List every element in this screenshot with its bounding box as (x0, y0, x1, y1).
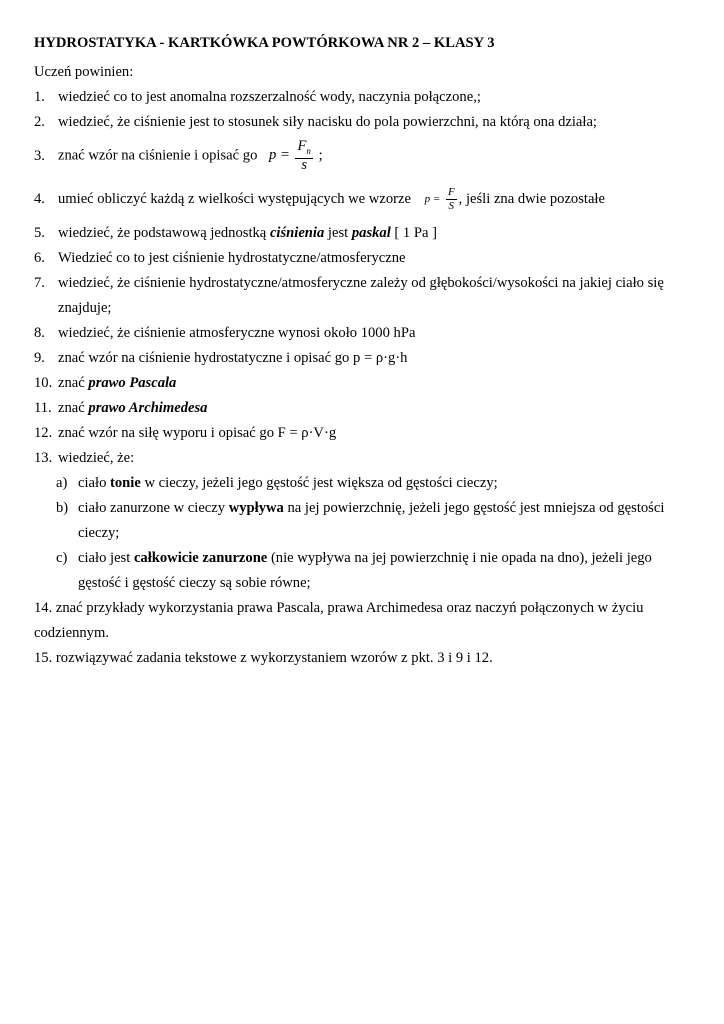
item-text: wiedzieć co to jest anomalna rozszerzalność wody, naczynia połączone,; (58, 89, 481, 105)
list-item (34, 181, 674, 217)
sub-item-label: c) (56, 550, 68, 566)
emphasis-text: prawo Pascala (88, 375, 177, 391)
item-text: jest (324, 225, 352, 241)
item-number: 1. (34, 89, 45, 105)
item-text: Wiedzieć co to jest ciśnienie hydrostatyczne/atmosferyczne (58, 250, 406, 266)
item-text: [ 1 Pa ] (390, 225, 437, 241)
item-number: 11. (34, 400, 52, 416)
item-text: wiedzieć, że podstawową jednostką (58, 225, 270, 241)
list-item (34, 324, 674, 342)
item-number: 8. (34, 325, 45, 341)
item-text: wiedzieć, że ciśnienie jest to stosunek siły nacisku do pola powierzchni, na którą ona działa; (58, 114, 597, 130)
emphasis-text: wypływa (228, 500, 284, 516)
intro-text: Uczeń powinien: (34, 64, 134, 80)
list-item (34, 349, 674, 367)
item-text: w cieczy, jeżeli jego gęstość jest większa od gęstości cieczy; (140, 475, 498, 491)
item-content (56, 374, 674, 392)
item-number: 14. (34, 600, 53, 616)
list-item (34, 424, 674, 442)
item-text-continued: gęstość i gęstość cieczy są sobie równe; (78, 575, 311, 591)
sub-item-content (78, 474, 674, 492)
emphasis-text: ciśnienia (269, 225, 325, 241)
item-text: znać (58, 400, 89, 416)
sub-item-content (78, 499, 674, 542)
sub-item-label: b) (56, 500, 69, 516)
item-text: ciało (78, 475, 111, 491)
sub-item-label: a) (56, 475, 68, 491)
list-item (34, 88, 674, 106)
item-text-continued: znajduje; (58, 300, 112, 316)
item-text: wiedzieć, że: (58, 450, 135, 466)
item-text-continued: codziennym. (34, 625, 109, 641)
pressure-formula (446, 186, 457, 213)
emphasis-text: całkowicie zanurzone (133, 550, 268, 566)
item-text: na jej powierzchnię, jeżeli jego gęstość jest mniejsza od gęstości (283, 500, 665, 516)
formula-numerator: F (447, 185, 455, 198)
list-item (34, 274, 674, 317)
formula-lhs: p = (424, 193, 441, 206)
item-content (58, 186, 674, 213)
item-text: znać wzór na ciśnienie i opisać go (58, 147, 258, 164)
item-text: umieć obliczyć każdą z wielkości występujących we wzorze (58, 190, 411, 207)
item-text: wiedzieć, że ciśnienie hydrostatyczne/atmosferyczne zależy od głębokości/wysokości na jakiej ciało się (58, 275, 664, 291)
list-item (34, 224, 674, 242)
item-text: ciało zanurzone w cieczy (78, 500, 229, 516)
item-number: 12. (34, 425, 53, 441)
list-item (34, 449, 674, 467)
formula-lhs: p = (269, 147, 290, 164)
item-text-continued: cieczy; (78, 525, 120, 541)
item-content (56, 399, 674, 417)
item-content (58, 140, 674, 172)
list-item (34, 399, 674, 417)
item-number: 9. (34, 350, 45, 366)
item-text: znać przykłady wykorzystania prawa Pascala, prawa Archimedesa oraz naczyń połączonych w życiu (55, 600, 644, 616)
item-number: 4. (34, 191, 45, 207)
item-content (34, 649, 674, 667)
item-text: (nie wypływa na jej powierzchnię i nie opada na dno), jeżeli jego (267, 550, 652, 566)
item-suffix: , jeśli zna dwie pozostałe (458, 190, 605, 207)
item-number: 6. (34, 250, 45, 266)
item-number: 3. (34, 148, 45, 164)
list-item (34, 599, 674, 642)
emphasis-text: tonie (110, 475, 141, 491)
sub-item (34, 474, 674, 492)
item-number: 5. (34, 225, 45, 241)
item-content (34, 599, 674, 642)
item-suffix: ; (318, 147, 323, 164)
emphasis-text: paskal (351, 225, 391, 241)
item-text: znać wzór na siłę wyporu i opisać go F = ρ·V·g (58, 425, 337, 441)
list-item (34, 374, 674, 392)
item-number: 13. (34, 450, 53, 466)
item-text: znać (58, 375, 89, 391)
sub-item-content (78, 549, 674, 592)
item-text: ciało jest (78, 550, 134, 566)
emphasis-text: prawo Archimedesa (88, 400, 208, 416)
pressure-formula (295, 140, 312, 172)
item-text: wiedzieć, że ciśnienie atmosferyczne wynosi około 1000 hPa (58, 325, 416, 341)
item-content (58, 274, 674, 317)
list-item (34, 113, 674, 131)
document-title: HYDROSTATYKA - KARTKÓWKA POWTÓRKOWA NR 2 – KLASY 3 (34, 35, 495, 51)
formula-denominator: s (301, 156, 308, 173)
formula-denominator: S (448, 199, 455, 212)
item-text: znać wzór na ciśnienie hydrostatyczne i opisać go p = ρ·g·h (58, 350, 408, 366)
sub-item (34, 499, 674, 542)
item-number: 10. (34, 375, 53, 391)
sub-item (34, 549, 674, 592)
list-item (34, 249, 674, 267)
item-content (58, 224, 674, 242)
item-number: 2. (34, 114, 45, 130)
item-number: 15. (34, 650, 53, 666)
list-item (34, 649, 674, 667)
document (34, 34, 674, 674)
item-text: rozwiązywać zadania tekstowe z wykorzystaniem wzorów z pkt. 3 i 9 i 12. (55, 650, 493, 666)
formula-numerator: $F_n$ (295, 140, 312, 159)
list-item (34, 138, 674, 174)
item-number: 7. (34, 275, 45, 291)
